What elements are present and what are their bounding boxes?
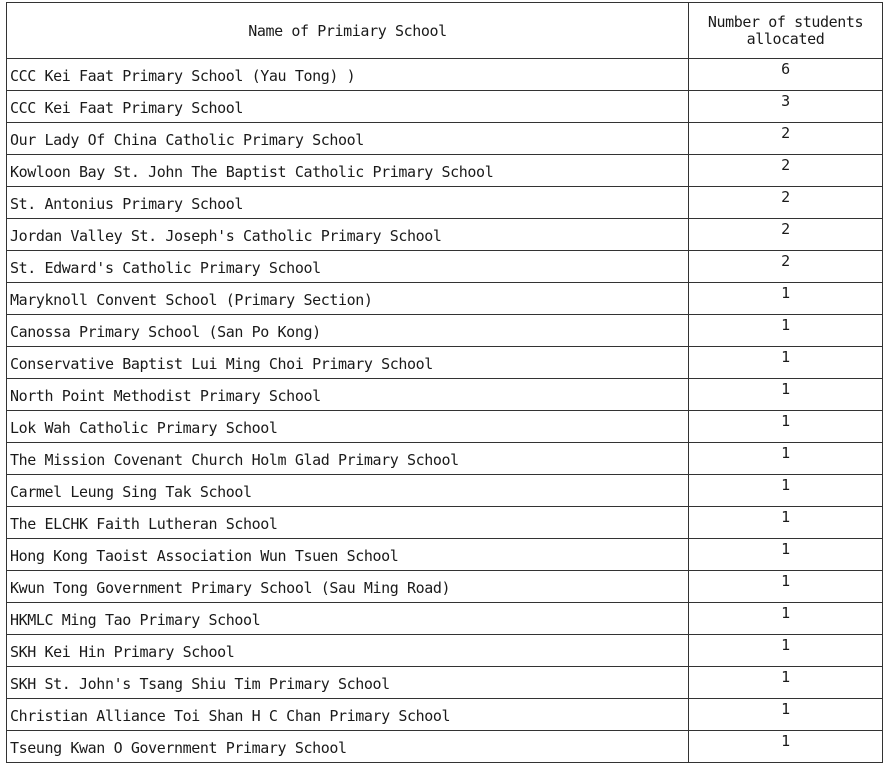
school-name-cell: Our Lady Of China Catholic Primary School (7, 123, 689, 155)
table-row (7, 635, 883, 667)
table-row (7, 411, 883, 443)
school-name-cell: Canossa Primary School (San Po Kong) (7, 315, 689, 347)
school-name-cell: CCC Kei Faat Primary School (7, 91, 689, 123)
student-count-cell: 1 (689, 283, 883, 315)
school-name-cell: Kwun Tong Government Primary School (Sau Ming Road) (7, 571, 689, 603)
school-name-cell: Carmel Leung Sing Tak School (7, 475, 689, 507)
student-count-cell: 1 (689, 475, 883, 507)
school-name-cell: Tseung Kwan O Government Primary School (7, 731, 689, 763)
table-row (7, 475, 883, 507)
school-name-cell: CCC Kei Faat Primary School (Yau Tong) ) (7, 59, 689, 91)
table-row (7, 539, 883, 571)
school-name-cell: Kowloon Bay St. John The Baptist Catholic Primary School (7, 155, 689, 187)
school-name-cell: St. Edward's Catholic Primary School (7, 251, 689, 283)
school-name-cell: Conservative Baptist Lui Ming Choi Primary School (7, 347, 689, 379)
student-count-cell: 1 (689, 603, 883, 635)
school-name-cell: SKH St. John's Tsang Shiu Tim Primary School (7, 667, 689, 699)
table-row (7, 507, 883, 539)
table-row (7, 123, 883, 155)
school-name-cell: Christian Alliance Toi Shan H C Chan Primary School (7, 699, 689, 731)
student-count-cell: 1 (689, 315, 883, 347)
student-count-cell: 2 (689, 123, 883, 155)
table-row (7, 347, 883, 379)
student-count-cell: 1 (689, 667, 883, 699)
table-row (7, 283, 883, 315)
student-count-cell: 2 (689, 251, 883, 283)
school-name-cell: Maryknoll Convent School (Primary Section) (7, 283, 689, 315)
student-count-cell: 1 (689, 507, 883, 539)
student-count-cell: 2 (689, 187, 883, 219)
header-school-name: Name of Primiary School (7, 3, 689, 59)
student-count-cell: 1 (689, 347, 883, 379)
table-row (7, 59, 883, 91)
school-name-cell: The Mission Covenant Church Holm Glad Primary School (7, 443, 689, 475)
table-row (7, 379, 883, 411)
student-count-cell: 1 (689, 443, 883, 475)
school-name-cell: Lok Wah Catholic Primary School (7, 411, 689, 443)
school-name-cell: SKH Kei Hin Primary School (7, 635, 689, 667)
student-count-cell: 2 (689, 155, 883, 187)
student-count-cell: 3 (689, 91, 883, 123)
table-row (7, 251, 883, 283)
header-student-count: Number of students allocated (689, 3, 883, 59)
table-row (7, 315, 883, 347)
school-allocation-table (6, 2, 883, 763)
school-name-cell: HKMLC Ming Tao Primary School (7, 603, 689, 635)
table-row (7, 571, 883, 603)
student-count-cell: 1 (689, 699, 883, 731)
table-row (7, 699, 883, 731)
table-row (7, 91, 883, 123)
table-row (7, 187, 883, 219)
table-row (7, 443, 883, 475)
student-count-cell: 1 (689, 539, 883, 571)
student-count-cell: 6 (689, 59, 883, 91)
table-row (7, 219, 883, 251)
student-count-cell: 1 (689, 379, 883, 411)
student-count-cell: 1 (689, 571, 883, 603)
school-name-cell: Hong Kong Taoist Association Wun Tsuen School (7, 539, 689, 571)
school-name-cell: St. Antonius Primary School (7, 187, 689, 219)
table-row (7, 667, 883, 699)
table-header-row (7, 3, 883, 59)
table-row (7, 603, 883, 635)
school-name-cell: North Point Methodist Primary School (7, 379, 689, 411)
student-count-cell: 2 (689, 219, 883, 251)
table-row (7, 155, 883, 187)
school-name-cell: Jordan Valley St. Joseph's Catholic Primary School (7, 219, 689, 251)
school-name-cell: The ELCHK Faith Lutheran School (7, 507, 689, 539)
student-count-cell: 1 (689, 635, 883, 667)
student-count-cell: 1 (689, 411, 883, 443)
student-count-cell: 1 (689, 731, 883, 763)
table-row (7, 731, 883, 763)
